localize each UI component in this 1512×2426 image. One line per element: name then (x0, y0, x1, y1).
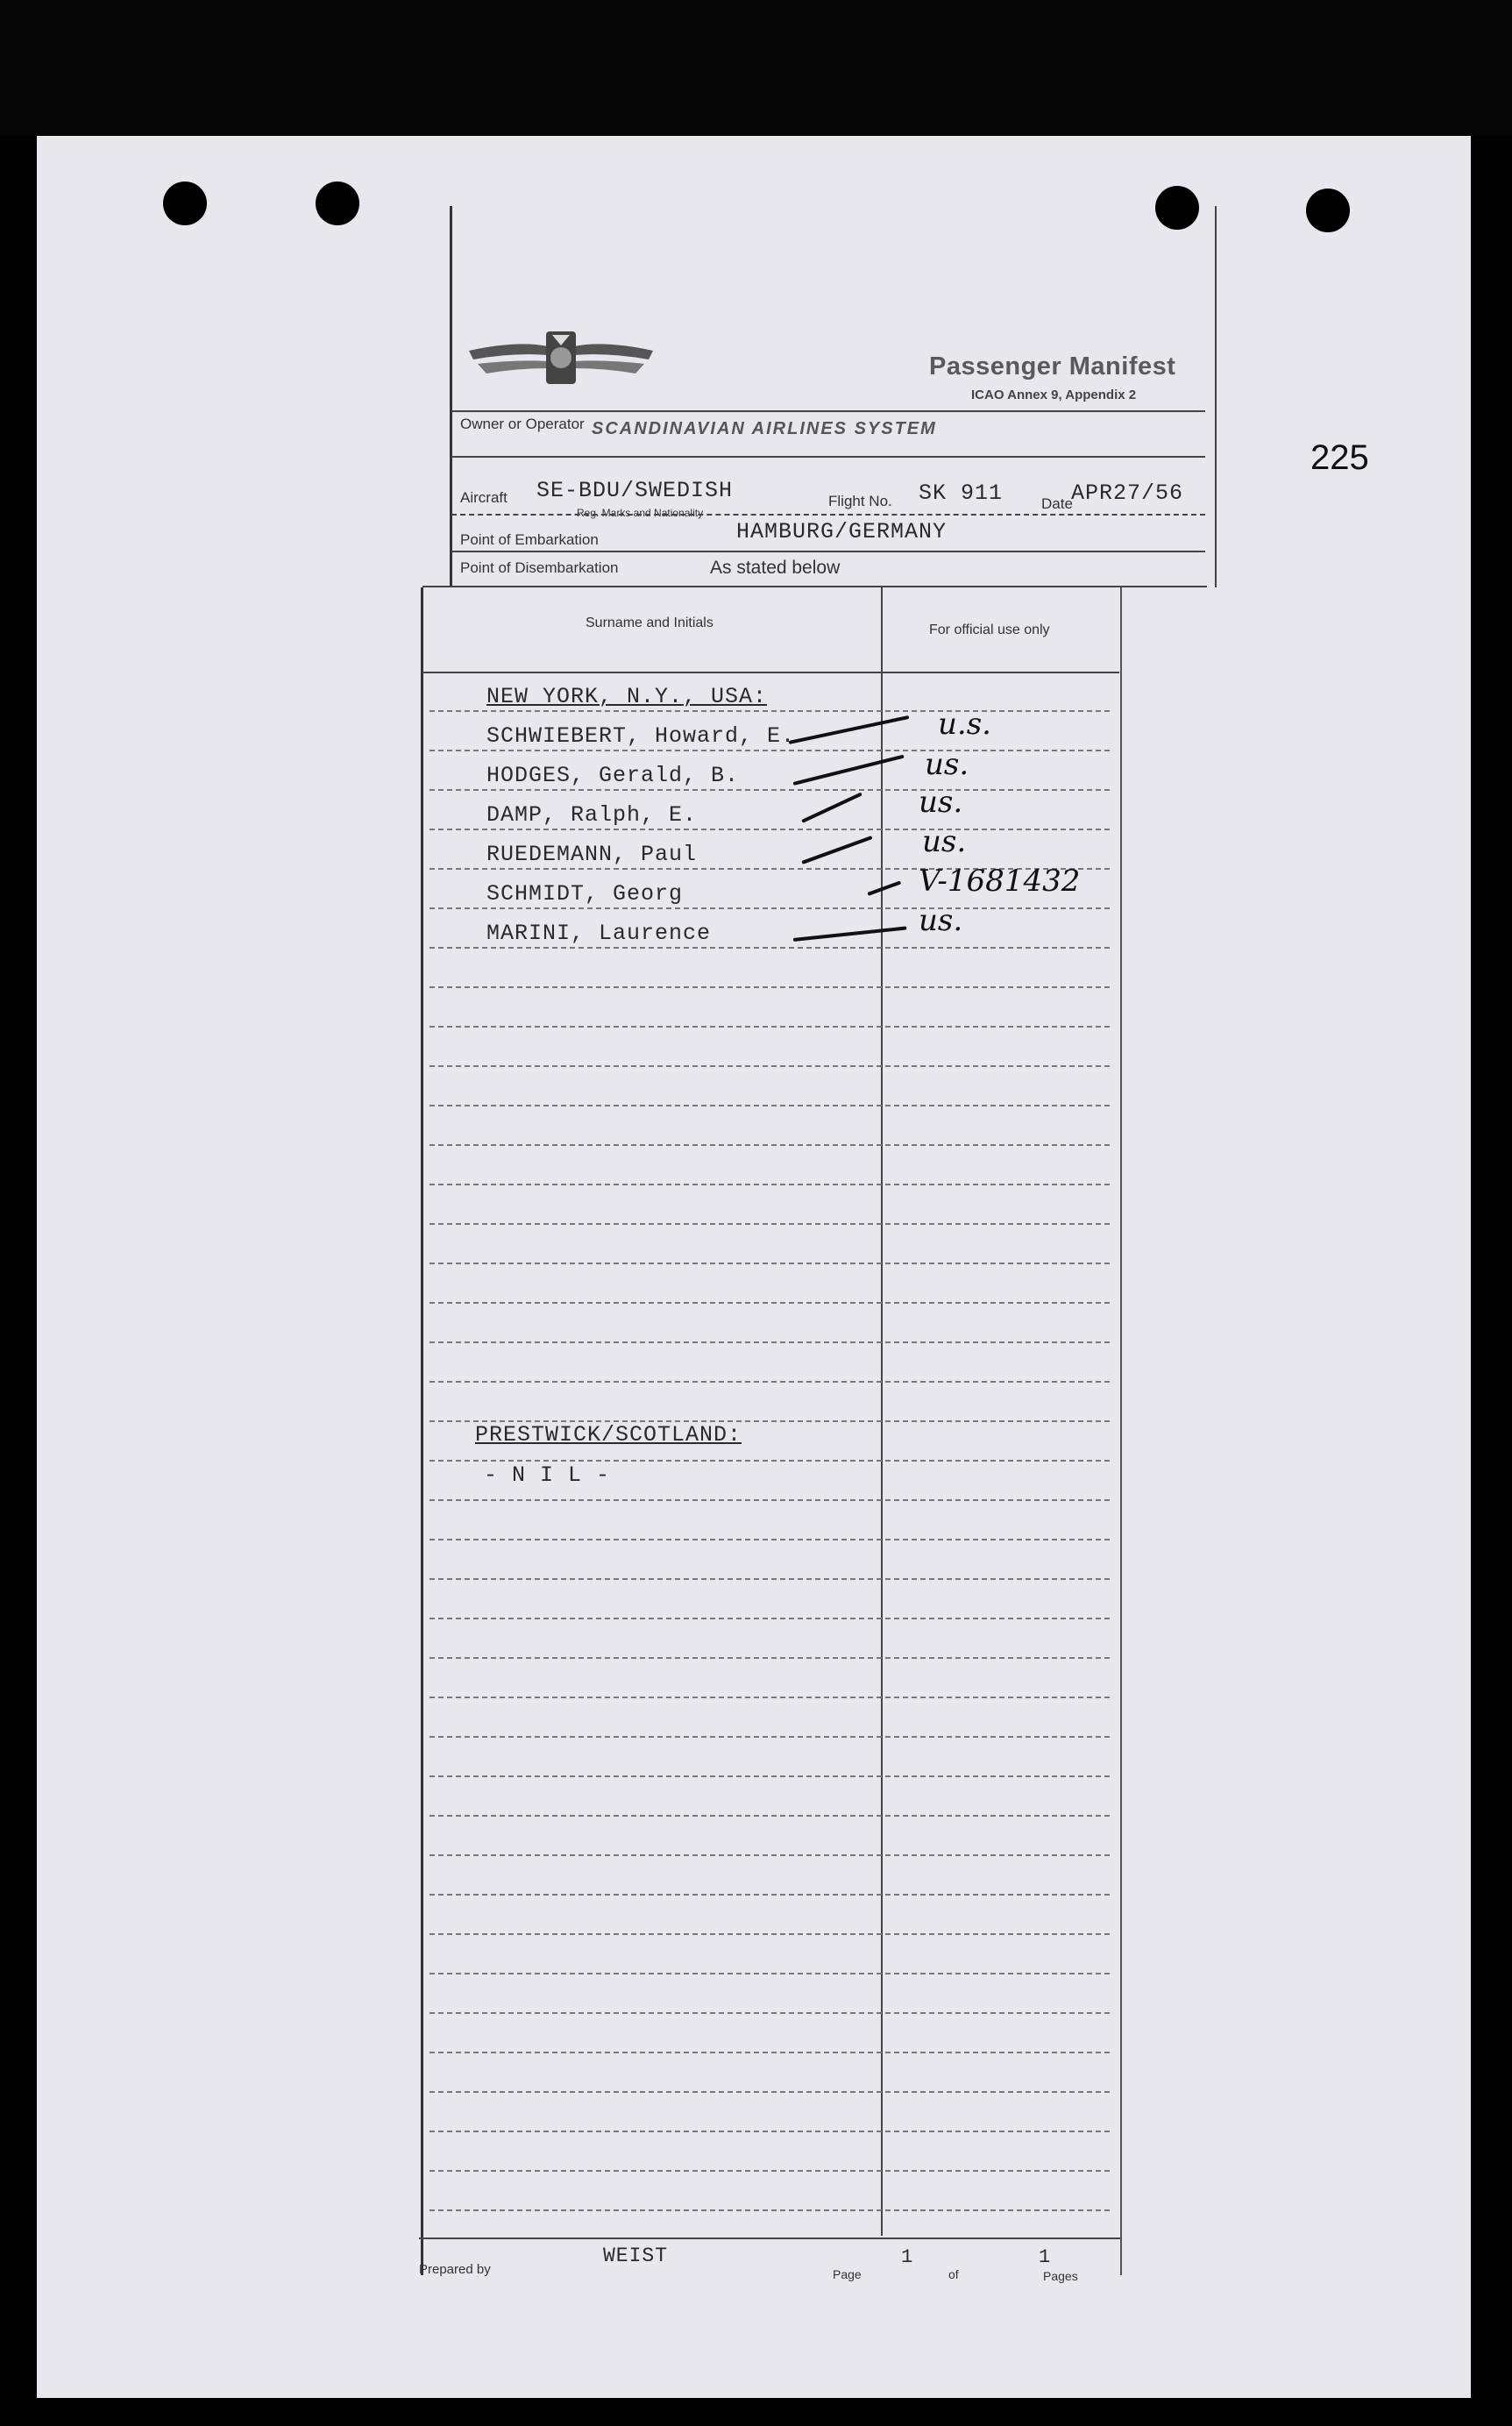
ruled-line (429, 1499, 1110, 1501)
embark-value: HAMBURG/GERMANY (736, 519, 948, 544)
passenger-name: HODGES, Gerald, B. (486, 763, 740, 788)
ruled-line (429, 1736, 1110, 1738)
ruled-line (429, 2209, 1110, 2211)
ruled-line (429, 1933, 1110, 1935)
punch-hole (316, 181, 359, 225)
ruled-line (429, 1578, 1110, 1580)
page-label: Page (833, 2267, 862, 2281)
ruled-line (429, 1223, 1110, 1225)
disembark-label: Point of Disembarkation (460, 559, 619, 576)
ruled-line (429, 2012, 1110, 2014)
ruled-line (429, 710, 1110, 712)
nil-note: - N I L - (484, 1462, 611, 1488)
ruled-line (429, 789, 1110, 791)
of-label: of (948, 2267, 959, 2281)
ruled-line (429, 1697, 1110, 1698)
flight-value: SK 911 (919, 480, 1004, 506)
divider (451, 514, 1205, 516)
divider (451, 410, 1205, 412)
scan-border (0, 0, 1512, 136)
official-note: us. (919, 785, 963, 820)
form-subtitle: ICAO Annex 9, Appendix 2 (971, 388, 1137, 402)
ruled-line (429, 1973, 1110, 1974)
ruled-line (429, 1302, 1110, 1304)
ruled-line (429, 2052, 1110, 2053)
divider (422, 672, 1119, 673)
ruled-line (429, 1657, 1110, 1659)
official-note: us. (925, 747, 969, 782)
form-title: Passenger Manifest (929, 352, 1176, 381)
of-value: 1 (1039, 2246, 1052, 2268)
flight-label: Flight No. (828, 493, 892, 509)
ruled-line (429, 1618, 1110, 1619)
owner-label: Owner or Operator (460, 416, 585, 432)
prepared-value: WEIST (603, 2245, 669, 2267)
passenger-name: RUEDEMANN, Paul (486, 842, 698, 867)
passenger-name: MARINI, Laurence (486, 921, 712, 946)
page-number: 225 (1310, 438, 1369, 477)
ruled-line (429, 907, 1110, 909)
column-divider (881, 587, 883, 2236)
ruled-line (429, 1263, 1110, 1264)
ruled-line (429, 1460, 1110, 1462)
aircraft-label: Aircraft (460, 489, 508, 506)
disembark-value: As stated below (710, 558, 841, 578)
ruled-line (429, 986, 1110, 988)
aircraft-value: SE-BDU/SWEDISH (536, 478, 734, 503)
ruled-line (429, 1894, 1110, 1896)
ruled-line (429, 2131, 1110, 2132)
embark-label: Point of Embarkation (460, 531, 599, 548)
airline-logo-icon (465, 324, 657, 395)
divider (451, 551, 1205, 552)
ruled-line (429, 2091, 1110, 2093)
ruled-line (429, 2170, 1110, 2172)
reg-sublabel: Reg. Marks and Nationality (577, 507, 704, 519)
punch-hole (163, 181, 207, 225)
date-label: Date (1041, 495, 1073, 512)
column-header-official: For official use only (929, 623, 1050, 637)
official-note: us. (922, 824, 967, 859)
ruled-line (429, 1854, 1110, 1856)
passenger-name: DAMP, Ralph, E. (486, 802, 698, 828)
punch-hole (1306, 189, 1350, 232)
ruled-line (429, 1539, 1110, 1540)
ruled-line (429, 1065, 1110, 1067)
column-header-names: Surname and Initials (586, 615, 713, 630)
divider (422, 586, 1207, 587)
pages-label: Pages (1043, 2269, 1078, 2283)
divider (451, 456, 1205, 458)
ruled-line (429, 829, 1110, 830)
destination-heading: NEW YORK, N.Y., USA: (486, 684, 768, 709)
ruled-line (429, 1105, 1110, 1106)
official-note: V-1681432 (919, 864, 1081, 899)
official-note: us. (919, 903, 963, 938)
ruled-line (429, 1184, 1110, 1185)
ruled-line (429, 1144, 1110, 1146)
date-value: APR27/56 (1071, 480, 1184, 506)
ruled-line (429, 1381, 1110, 1383)
passenger-name: SCHMIDT, Georg (486, 881, 684, 907)
ruled-line (429, 947, 1110, 949)
page-value: 1 (901, 2246, 914, 2268)
official-note: u.s. (938, 707, 991, 742)
passenger-name: SCHWIEBERT, Howard, E. (486, 723, 796, 749)
ruled-line (429, 750, 1110, 751)
ruled-line (429, 1775, 1110, 1777)
ruled-line (429, 1815, 1110, 1817)
divider (419, 2237, 1120, 2239)
prepared-label: Prepared by (419, 2262, 491, 2277)
owner-value: SCANDINAVIAN AIRLINES SYSTEM (592, 419, 937, 438)
destination-heading: PRESTWICK/SCOTLAND: (475, 1422, 742, 1448)
ruled-line (429, 1341, 1110, 1343)
ruled-line (429, 1026, 1110, 1028)
